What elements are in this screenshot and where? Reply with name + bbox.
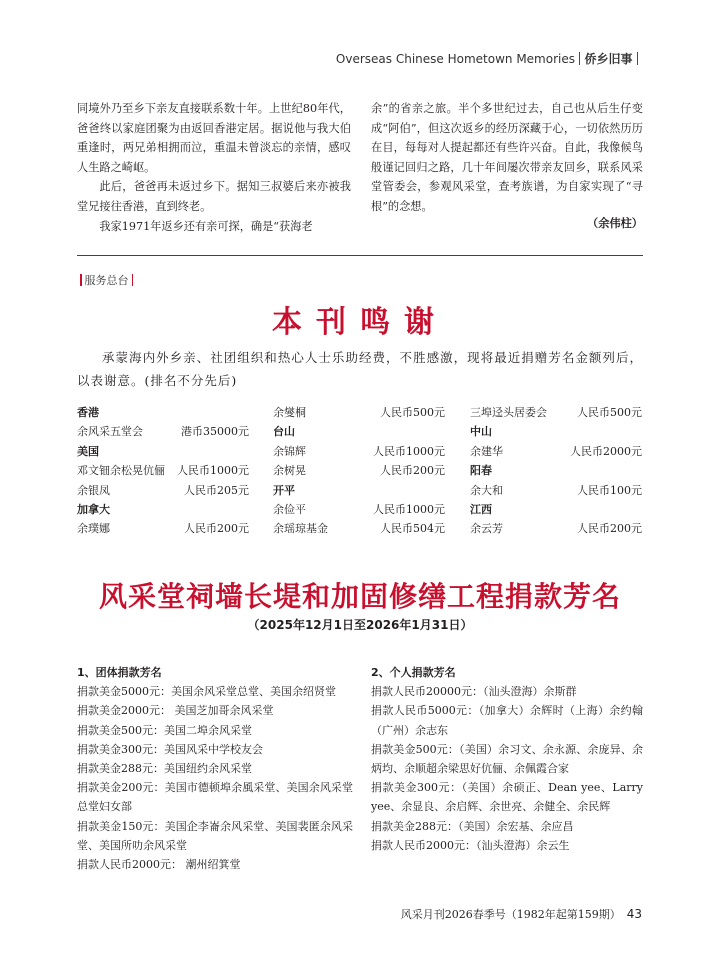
donor-row bbox=[273, 461, 445, 480]
region-heading: 阳春 bbox=[470, 464, 492, 478]
donor-name: 余俭平 bbox=[273, 502, 306, 516]
donor-amount: 港币35000元 bbox=[181, 425, 249, 439]
group-heading: 1、团体捐款芳名 bbox=[77, 666, 162, 679]
donation-line: 捐款人民币20000元：（汕头澄海）余斯群 bbox=[371, 685, 577, 699]
donor-row bbox=[77, 422, 249, 441]
donor-name: 余璞娜 bbox=[77, 522, 110, 536]
section-label bbox=[77, 272, 136, 288]
donation-line: 捐款美金300元：（美国）余硕正、Dean yee、Larry yee、余显良、余启辉、余世亮、余健全、余民辉 bbox=[371, 781, 643, 814]
donor-name: 余燮桐 bbox=[273, 406, 306, 419]
donor-name: 余风采五堂会 bbox=[77, 425, 143, 439]
donation-line: 捐款美金200元：美国市德顿埠余風采堂、美国余风采堂总堂妇女部 bbox=[77, 781, 353, 814]
donor-amount: 人民币500元 bbox=[577, 406, 642, 419]
donor-row bbox=[273, 519, 445, 538]
donation-line: 捐款人民币2000元：（汕头澄海）余云生 bbox=[371, 838, 570, 852]
section-bar-left bbox=[80, 274, 82, 286]
story-right-column bbox=[371, 99, 643, 217]
region-heading: 中山 bbox=[470, 425, 492, 439]
story-paragraph: 余”的省亲之旅。半个多世纪过去，自己也从后生仔变成“阿伯”，但这次返乡的经历深藏于心，一切依然历历在目，每每对人提起都还有些许兴奋。自此，我像候鸟般谨记回归之路，几十年间屡次带亲友回乡，联系风采堂管委会，参观风采堂，查考族谱，为自家实现了“寻根”的念想。 bbox=[371, 102, 643, 213]
donor-name: 余树晃 bbox=[273, 464, 306, 478]
donor-amount: 人民币100元 bbox=[577, 483, 642, 497]
thanks-intro: 承蒙海内外乡亲、社团组织和热心人士乐助经费，不胜感激，现将最近捐赠芳名金额列后，以表谢意。(排名不分先后) bbox=[77, 350, 643, 388]
donation-line: 捐款美金288元：（美国）余宏基、余应昌 bbox=[371, 819, 574, 833]
donor-name: 余银凤 bbox=[77, 483, 110, 497]
section-divider bbox=[77, 255, 643, 256]
region-heading: 香港 bbox=[77, 406, 99, 419]
section-label-text: 服务总台 bbox=[84, 274, 129, 287]
page-footer bbox=[401, 906, 642, 922]
header-divider-end bbox=[637, 52, 639, 65]
donor-name: 余瑶琼基金 bbox=[273, 522, 328, 536]
donor-name: 余建华 bbox=[470, 444, 503, 458]
donor-amount: 人民币200元 bbox=[577, 522, 642, 536]
story-paragraph: 我家1971年返乡还有亲可探，确是“获海老 bbox=[99, 219, 313, 233]
donor-column-3 bbox=[470, 403, 642, 539]
donor-row bbox=[273, 403, 445, 422]
donor-amount: 人民币205元 bbox=[184, 483, 249, 497]
donor-row bbox=[273, 500, 445, 519]
donation-line: 捐款人民币2000元： 潮州绍箕堂 bbox=[77, 858, 241, 872]
group-donations bbox=[77, 663, 353, 874]
donor-row bbox=[77, 481, 249, 500]
donation-line: 捐款美金150元：美国企李崙余风采堂、美国裴匿余风采堂、美国所叻余风采堂 bbox=[77, 819, 353, 852]
donor-name: 余锦辉 bbox=[273, 444, 306, 458]
donation-line: 捐款美金288元：美国纽约余风采堂 bbox=[77, 762, 252, 776]
section-bar-right bbox=[132, 274, 134, 286]
donation-line: 捐款美金500元：美国二埠余风采堂 bbox=[77, 723, 252, 737]
donation-line: 捐款人民币5000元：（加拿大）余辉时（上海）余约翰（广州）余志东 bbox=[371, 704, 643, 737]
donor-row bbox=[77, 461, 249, 480]
region-heading: 加拿大 bbox=[77, 502, 110, 516]
donor-name: 三埠迳头居委会 bbox=[470, 406, 547, 419]
donor-amount: 人民币200元 bbox=[380, 464, 445, 478]
story-left-column bbox=[77, 99, 351, 236]
page-number: 43 bbox=[626, 907, 642, 921]
donor-name: 余大和 bbox=[470, 483, 503, 497]
header-divider bbox=[579, 52, 581, 65]
donor-name: 余云芳 bbox=[470, 522, 503, 536]
donor-column-1 bbox=[77, 403, 249, 539]
donor-row bbox=[77, 519, 249, 538]
donor-row bbox=[470, 481, 642, 500]
donor-amount: 人民币1000元 bbox=[177, 464, 249, 478]
donor-column-2 bbox=[273, 403, 445, 539]
header-title-cn: 侨乡旧事 bbox=[584, 52, 633, 66]
donors-title: 风采堂祠墙长堤和加固修缮工程捐款芳名 bbox=[98, 580, 621, 613]
donor-name: 邓文钿余松晃伉俪 bbox=[77, 464, 165, 478]
region-heading: 台山 bbox=[273, 425, 295, 439]
story-paragraph: 此后，爸爸再未返过乡下。据知三叔婆后来亦被我堂兄接往香港，直到终老。 bbox=[77, 180, 351, 213]
individual-donations bbox=[371, 663, 643, 855]
donation-line: 捐款美金500元：（美国）余习文、余永源、余庞异、余炳均、余顺超余梁思好伉俪、余佩霞合家 bbox=[371, 742, 643, 776]
donor-amount: 人民币1000元 bbox=[373, 444, 445, 458]
story-paragraph: 同境外乃至乡下亲友直接联系数十年。上世纪80年代，爸爸终以家庭团聚为由返回香港定居。据说他与我大伯重逢时，两兄弟相拥而泣，重温未曾淡忘的亲情，感叹人生路之崎岖。 bbox=[77, 102, 351, 174]
running-header bbox=[336, 50, 642, 67]
donor-row bbox=[470, 403, 642, 422]
donor-amount: 人民币200元 bbox=[184, 522, 249, 536]
region-heading: 开平 bbox=[273, 483, 295, 497]
region-heading: 美国 bbox=[77, 444, 99, 458]
donor-row bbox=[273, 442, 445, 461]
donor-amount: 人民币504元 bbox=[380, 522, 445, 536]
individual-heading: 2、个人捐款芳名 bbox=[371, 666, 456, 679]
thanks-title: 本刊鸣谢 bbox=[272, 305, 448, 340]
donation-line: 捐款美金300元：美国风采中学校友会 bbox=[77, 742, 263, 756]
footer-issue: 风采月刊2026春季号（1982年起第159期） bbox=[400, 908, 621, 921]
donation-line: 捐款美金2000元： 美国芝加哥余风采堂 bbox=[77, 704, 274, 718]
story-author: （余伟柱） bbox=[587, 217, 643, 230]
donor-amount: 人民币500元 bbox=[380, 406, 445, 419]
donation-line: 捐款美金5000元：美国余风采堂总堂、美国余绍贤堂 bbox=[77, 685, 336, 699]
region-heading: 江西 bbox=[470, 502, 492, 516]
donor-amount: 人民币1000元 bbox=[373, 502, 445, 516]
donor-row bbox=[470, 519, 642, 538]
donor-amount: 人民币2000元 bbox=[570, 444, 642, 458]
donor-row bbox=[470, 442, 642, 461]
donors-period: （2025年12月1日至2026年1月31日） bbox=[247, 618, 473, 632]
header-title-en: Overseas Chinese Hometown Memories bbox=[335, 52, 575, 66]
